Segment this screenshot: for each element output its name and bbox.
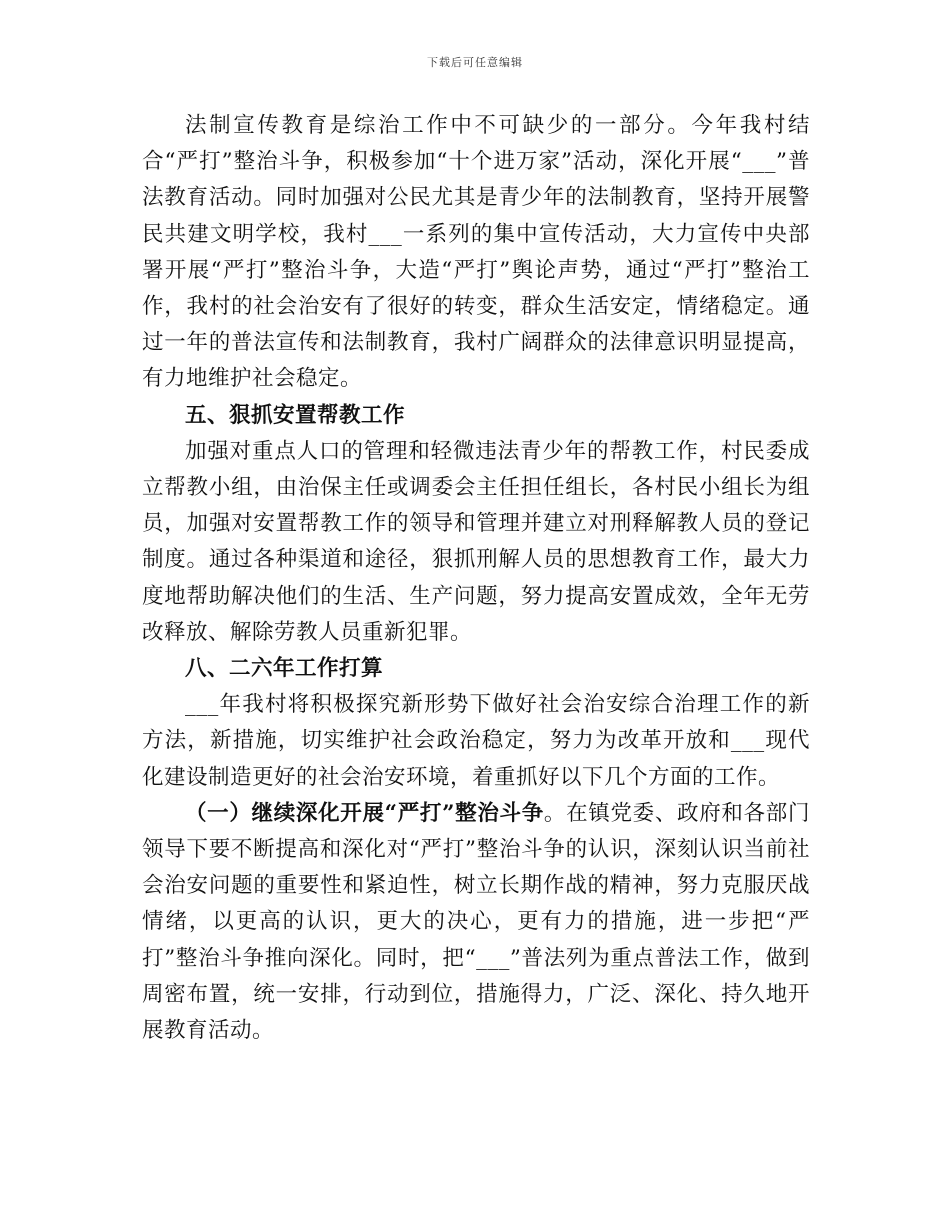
paragraph-resettlement: 加强对重点人口的管理和轻微违法青少年的帮教工作，村民委成立帮教小组，由治保主任或调委会主任担任组长，各村民小组长为组员，加强对安置帮教工作的领导和管理并建立对刑释解教人员的登记制度。通过各种渠道和途径，狠抓刑解人员的思想教育工作，最大力度地帮助解决他们的生活、生产问题，努力提高安置成效，全年无劳改释放、解除劳教人员重新犯罪。 [142,438,810,645]
paragraph-lead-body: 。在镇党委、政府和各部门领导下要不断提高和深化对“严打”整治斗争的认识，深刻认识当前社会治安问题的重要性和紧迫性，树立长期作战的精神，努力克服厌战情绪，以更高的认识，更大的决心，更有力的措施，进一步把“严打”整治斗争推向深化。同时，把“___”普法列为重点普法工作，做到周密布置，统一安排，行动到位，措施得力，广泛、深化、持久地开展教育活动。 [142,800,810,1044]
paragraph-strike-hard [142,796,810,1049]
document-body [142,108,810,1049]
section-heading-resettlement: 五、狠抓安置帮教工作 [185,402,406,428]
paragraph-work-plan: ___年我村将积极探究新形势下做好社会治安综合治理工作的新方法，新措施，切实维护社会政治稳定，努力为改革开放和___现代化建设制造更好的社会治安环境，着重抓好以下几个方面的工作。 [142,692,810,790]
paragraph-lead-title: （一）继续深化开展“严打”整治斗争 [185,800,544,826]
section-heading-work-plan: 八、二六年工作打算 [185,656,384,682]
paragraph-legal-education: 法制宣传教育是综治工作中不可缺少的一部分。今年我村结合“严打”整治斗争，积极参加“十个进万家”活动，深化开展“___”普法教育活动。同时加强对公民尤其是青少年的法制教育，坚持开展警民共建文明学校，我村___一系列的集中宣传活动，大力宣传中央部署开展“严打”整治斗争，大造“严打”舆论声势，通过“严打”整治工作，我村的社会治安有了很好的转变，群众生活安定，情绪稳定。通过一年的普法宣传和法制教育，我村广阔群众的法律意识明显提高，有力地维护社会稳定。 [142,113,810,392]
page-header-note: 下载后可任意编辑 [427,56,523,69]
